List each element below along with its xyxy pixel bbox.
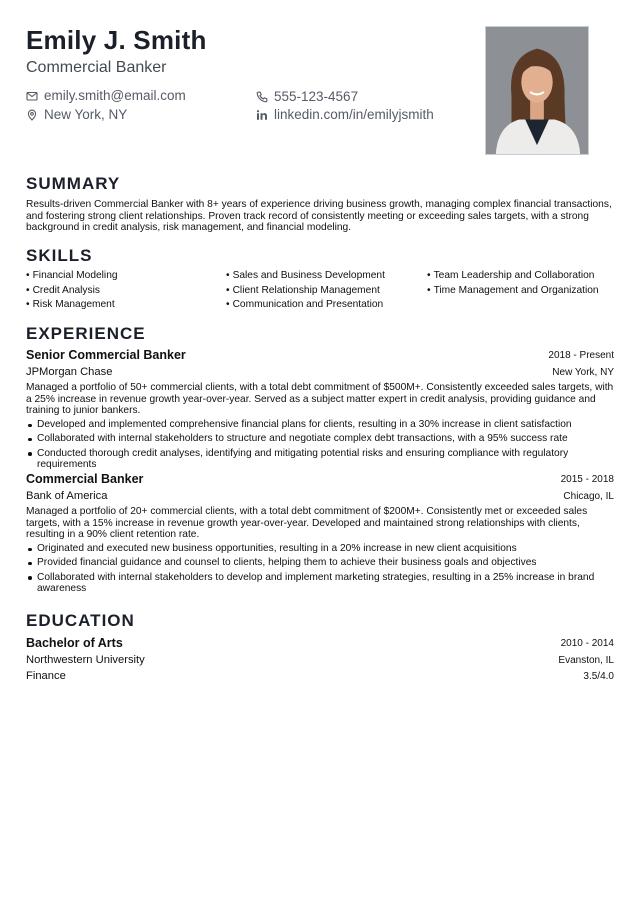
summary-heading: SUMMARY [26,174,121,193]
job-title: Commercial Banker [26,472,144,486]
job-location: Chicago, IL [563,491,614,502]
contact-location [26,107,127,122]
candidate-name: Emily J. Smith [26,25,207,55]
job-company: Bank of America [26,490,108,502]
job-dates: 2015 - 2018 [560,474,614,485]
phone-icon [256,91,268,103]
linkedin-text: linkedin.com/in/emilyjsmith [274,107,434,122]
skill-item: • Sales and Business Development [226,269,385,284]
profile-photo [485,26,589,155]
linkedin-icon [256,109,268,121]
skill-item: • Financial Modeling [26,269,118,284]
job-description: Managed a portfolio of 50+ commercial clients, with a total debt commitment of $500M+. Consistently exceeded sales targets, with a 25% increase in revenue growth year-over-year. Served as a subject matter expert in credit analysis, providing guidance and training to junior bankers. [26,382,614,417]
job-bullets [26,543,616,597]
list-item: Collaborated with internal stakeholders to develop and implement marketing strategies, resulting in a 25% increase in brand awareness [26,572,616,595]
skills-column-1 [26,269,118,313]
envelope-icon [26,90,38,102]
job-company: JPMorgan Chase [26,366,113,378]
list-item: Developed and implemented comprehensive financial plans for clients, resulting in a 30% increase in client satisfaction [26,419,616,431]
skills-column-3 [427,269,599,298]
job-description: Managed a portfolio of 20+ commercial clients, with a total debt commitment of $200M+. Consistently met or exceeded sales targets, with a 15% increase in revenue growth year-over-year. Developed and maintained strong relationships with clients, resulting in a 90% client retention rate. [26,506,588,541]
skill-item: • Communication and Presentation [226,298,385,313]
list-item: Provided financial guidance and counsel to clients, helping them to achieve their business goals and objectives [26,557,616,569]
contact-email[interactable] [26,88,186,103]
school: Northwestern University [26,654,145,666]
degree: Bachelor of Arts [26,636,123,650]
skill-item: • Team Leadership and Collaboration [427,269,599,284]
education-dates: 2010 - 2014 [560,638,614,649]
summary-text: Results-driven Commercial Banker with 8+ years of experience driving business growth, managing complex financial transactions, and fostering strong client relationships. Proven track record of consistently meeting or exceeding sales targets, with a strong background in credit analysis, risk management, and financial modeling. [26,199,612,234]
job-bullets [26,419,616,473]
skill-item: • Credit Analysis [26,284,118,299]
map-pin-icon [26,109,38,121]
list-item: Originated and executed new business opportunities, resulting in a 20% increase in new client acquisitions [26,543,616,555]
skill-item: • Time Management and Organization [427,284,599,299]
skills-heading: SKILLS [26,246,93,265]
location-text: New York, NY [44,107,128,122]
list-item: Conducted thorough credit analyses, identifying and mitigating potential risks and ensuring compliance with regulatory requirements [26,448,616,471]
skill-item: • Client Relationship Management [226,284,385,299]
job-location: New York, NY [552,367,614,378]
contact-phone[interactable] [256,89,358,104]
experience-heading: EXPERIENCE [26,324,146,343]
gpa: 3.5/4.0 [583,671,614,682]
major: Finance [26,670,66,682]
job-title: Senior Commercial Banker [26,348,186,362]
candidate-title: Commercial Banker [26,59,167,76]
job-dates: 2018 - Present [548,350,614,361]
email-text: emily.smith@email.com [44,88,186,103]
school-location: Evanston, IL [558,655,614,666]
phone-text: 555-123-4567 [274,89,359,104]
contact-linkedin[interactable] [256,107,434,122]
list-item: Collaborated with internal stakeholders to structure and negotiate complex debt transactions, with a 95% success rate [26,433,616,445]
education-heading: EDUCATION [26,611,135,630]
skills-column-2 [226,269,385,313]
skill-item: • Risk Management [26,298,118,313]
